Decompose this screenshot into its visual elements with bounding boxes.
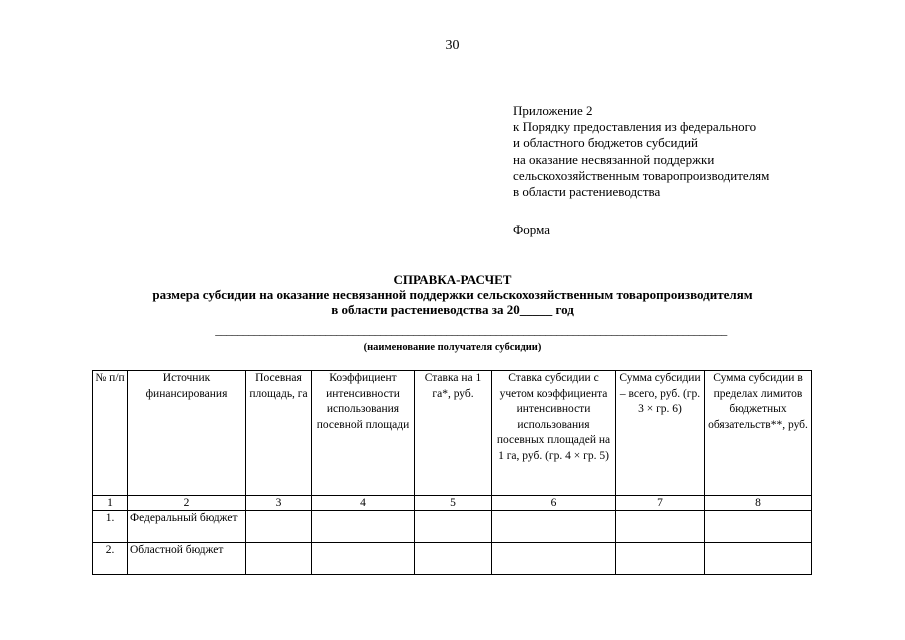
- form-label: Форма: [513, 222, 550, 237]
- financing-source: Федеральный бюджет: [128, 511, 246, 543]
- subsidy-limit-cell[interactable]: [705, 511, 812, 543]
- subsidy-total-cell[interactable]: [616, 511, 705, 543]
- title-line: в области растениеводства за 20_____ год: [331, 302, 574, 317]
- financing-source: Областной бюджет: [128, 543, 246, 575]
- title-line: СПРАВКА-РАСЧЕТ: [393, 272, 512, 287]
- sown-area-cell[interactable]: [246, 511, 312, 543]
- appendix-line: сельскохозяйственным товаропроизводителям: [513, 167, 770, 183]
- recipient-name-field[interactable]: _____________________________________________________________________________________________: [215, 323, 727, 337]
- row-number: 1.: [93, 511, 128, 543]
- header-cell: Источник финансирования: [128, 371, 246, 496]
- header-cell: Посевная площадь, га: [246, 371, 312, 496]
- appendix-line: к Порядку предоставления из федерального: [513, 119, 757, 135]
- intensity-coefficient-cell[interactable]: [312, 543, 415, 575]
- document-title: [0, 272, 905, 317]
- header-cell: Сумма субсидии – всего, руб. (гр. 3 × гр. 6): [616, 371, 705, 496]
- rate-per-ha-cell[interactable]: [415, 543, 492, 575]
- column-number: 2: [128, 496, 246, 511]
- table-row: [93, 511, 812, 543]
- column-number: 5: [415, 496, 492, 511]
- appendix-line: на оказание несвязанной поддержки: [513, 151, 715, 167]
- appendix-line: Приложение 2: [513, 103, 593, 118]
- rate-per-ha-cell[interactable]: [415, 511, 492, 543]
- header-cell: Сумма субсидии в пределах лимитов бюджетных обязательств**, руб.: [705, 371, 812, 496]
- appendix-line: в области растениеводства: [513, 184, 661, 200]
- page-number: 30: [445, 38, 460, 53]
- sown-area-cell[interactable]: [246, 543, 312, 575]
- column-number: 4: [312, 496, 415, 511]
- subsidy-rate-cell[interactable]: [492, 543, 616, 575]
- subsidy-rate-cell[interactable]: [492, 511, 616, 543]
- appendix-block: [513, 103, 769, 200]
- recipient-caption: (наименование получателя субсидии): [363, 342, 542, 353]
- table-header-row: [93, 371, 812, 496]
- column-number: 6: [492, 496, 616, 511]
- header-cell: Ставка субсидии с учетом коэффициента интенсивности использования посевных площадей на 1 га, руб. (гр. 4 × гр. 5): [492, 371, 616, 496]
- column-number: 7: [616, 496, 705, 511]
- intensity-coefficient-cell[interactable]: [312, 511, 415, 543]
- subsidy-limit-cell[interactable]: [705, 543, 812, 575]
- header-cell: Коэффициент интенсивности использования посевной площади: [312, 371, 415, 496]
- appendix-line: и областного бюджетов субсидий: [513, 135, 698, 151]
- title-line: размера субсидии на оказание несвязанной поддержки сельскохозяйственным товаропроизводителям: [152, 287, 753, 302]
- table-row: [93, 543, 812, 575]
- header-cell: № п/п: [93, 371, 128, 496]
- subsidy-total-cell[interactable]: [616, 543, 705, 575]
- column-number: 8: [705, 496, 812, 511]
- row-number: 2.: [93, 543, 128, 575]
- subsidy-table: [92, 370, 812, 575]
- column-number: 3: [246, 496, 312, 511]
- header-cell: Ставка на 1 га*, руб.: [415, 371, 492, 496]
- column-number: 1: [93, 496, 128, 511]
- column-number-row: [93, 496, 812, 511]
